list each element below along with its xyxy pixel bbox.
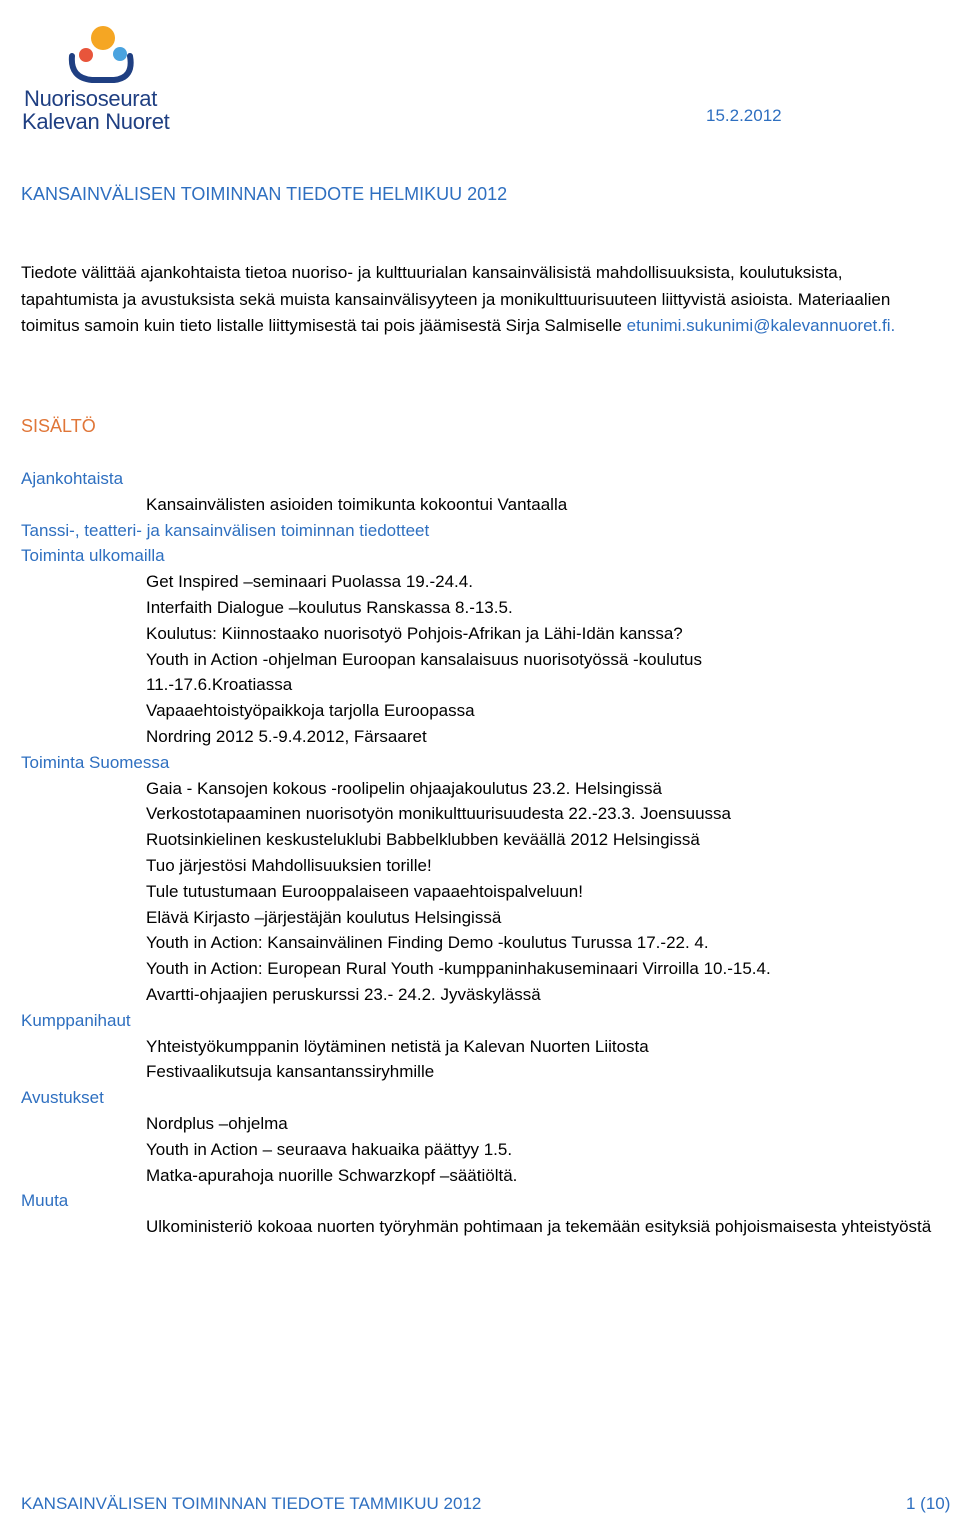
toc-item[interactable]: Gaia - Kansojen kokous -roolipelin ohjaajakoulutus 23.2. Helsingissä [146,778,662,798]
toc-item[interactable]: Avartti-ohjaajien peruskurssi 23.- 24.2. Jyväskylässä [146,984,541,1004]
toc-item[interactable]: Verkostotapaaminen nuorisotyön monikulttuurisuudesta 22.-23.3. Joensuussa [146,804,731,824]
toc-item[interactable]: Tule tutustumaan Eurooppalaiseen vapaaehtoispalveluun! [146,881,583,901]
toc-item[interactable]: Matka-apurahoja nuorille Schwarzkopf –säätiöltä. [146,1165,518,1185]
toc-section-ajankohtaista[interactable]: Ajankohtaista [21,469,124,488]
logo-dot-orange [91,26,115,50]
toc-section-ulkomailla[interactable]: Toiminta ulkomailla [21,546,165,566]
logo-line2: Kalevan Nuoret [22,109,170,134]
logo-dot-red [79,48,93,62]
logo-dot-blue [113,47,127,61]
toc-section-muuta[interactable]: Muuta [21,1191,69,1211]
toc-item[interactable]: Interfaith Dialogue –koulutus Ranskassa 8.-13.5. [146,597,513,617]
toc-section-tanssi[interactable]: Tanssi-, teatteri- ja kansainvälisen toiminnan tiedotteet [21,520,430,540]
contents-heading: SISÄLTÖ [21,416,96,436]
toc-item[interactable]: Get Inspired –seminaari Puolassa 19.-24.4. [146,572,473,592]
footer-title: KANSAINVÄLISEN TOIMINNAN TIEDOTE TAMMIKUU 2012 [21,1494,482,1513]
toc-item[interactable]: Koulutus: Kiinnostaako nuorisotyö Pohjois-Afrikan ja Lähi-Idän kanssa? [146,623,683,643]
toc-item[interactable]: Nordplus –ohjelma [146,1113,288,1133]
contact-email-link[interactable]: etunimi.sukunimi@kalevannuoret.fi. [626,316,896,335]
toc-item[interactable]: Vapaaehtoistyöpaikkoja tarjolla Euroopassa [146,701,475,721]
intro-paragraph [21,260,941,340]
intro-text: Tiedote välittää ajankohtaista tietoa nuoriso- ja kulttuurialan kansainvälisistä mahdollisuuksista, koulutuksista, tapahtumista ja avustuksista sekä muista kansainvälisyyteen ja monikulttuurisuuteen liittyvistä asioista. Materiaalien toimitus samoin kuin tieto listalle liittymisestä tai pois jäämisestä Sirja Salmiselle [21,263,891,335]
toc-section-kumppanihaut[interactable]: Kumppanihaut [21,1010,131,1030]
document-date: 15.2.2012 [706,106,782,125]
toc-item[interactable]: Ulkoministeriö kokoaa nuorten työryhmän pohtimaan ja tekemään esityksiä pohjoismaisesta yhteistyöstä [146,1217,932,1237]
toc-item[interactable]: Tuo järjestösi Mahdollisuuksien torille! [146,855,432,875]
page-number: 1 (10) [906,1494,951,1513]
document-title: KANSAINVÄLISEN TOIMINNAN TIEDOTE HELMIKUU 2012 [21,184,508,204]
toc-item[interactable]: Yhteistyökumppanin löytäminen netistä ja Kalevan Nuorten Liitosta [146,1036,649,1056]
toc-section-suomessa[interactable]: Toiminta Suomessa [21,752,170,772]
toc-section-avustukset[interactable]: Avustukset [21,1088,104,1108]
toc-item[interactable]: Youth in Action: European Rural Youth -kumppaninhakuseminaari Virroilla 10.-15.4. [146,959,771,979]
toc-item[interactable]: Youth in Action -ohjelman Euroopan kansalaisuus nuorisotyössä -koulutus 11.-17.6.Kroatiassa [146,649,702,695]
toc-item[interactable]: Youth in Action: Kansainvälinen Finding Demo -koulutus Turussa 17.-22. 4. [146,933,709,953]
logo-line1: Nuorisoseurat [24,86,158,111]
table-of-contents [21,466,946,1240]
toc-item[interactable]: Youth in Action – seuraava hakuaika päättyy 1.5. [146,1139,513,1159]
toc-item[interactable]: Elävä Kirjasto –järjestäjän koulutus Helsingissä [146,907,502,927]
toc-item[interactable]: Ruotsinkielinen keskusteluklubi Babbelklubben keväällä 2012 Helsingissä [146,830,700,850]
organization-logo [10,8,190,136]
toc-item[interactable]: Festivaalikutsuja kansantanssiryhmille [146,1062,435,1082]
toc-item[interactable]: Kansainvälisten asioiden toimikunta kokoontui Vantaalla [146,494,568,514]
toc-item[interactable]: Nordring 2012 5.-9.4.2012, Färsaaret [146,726,427,746]
